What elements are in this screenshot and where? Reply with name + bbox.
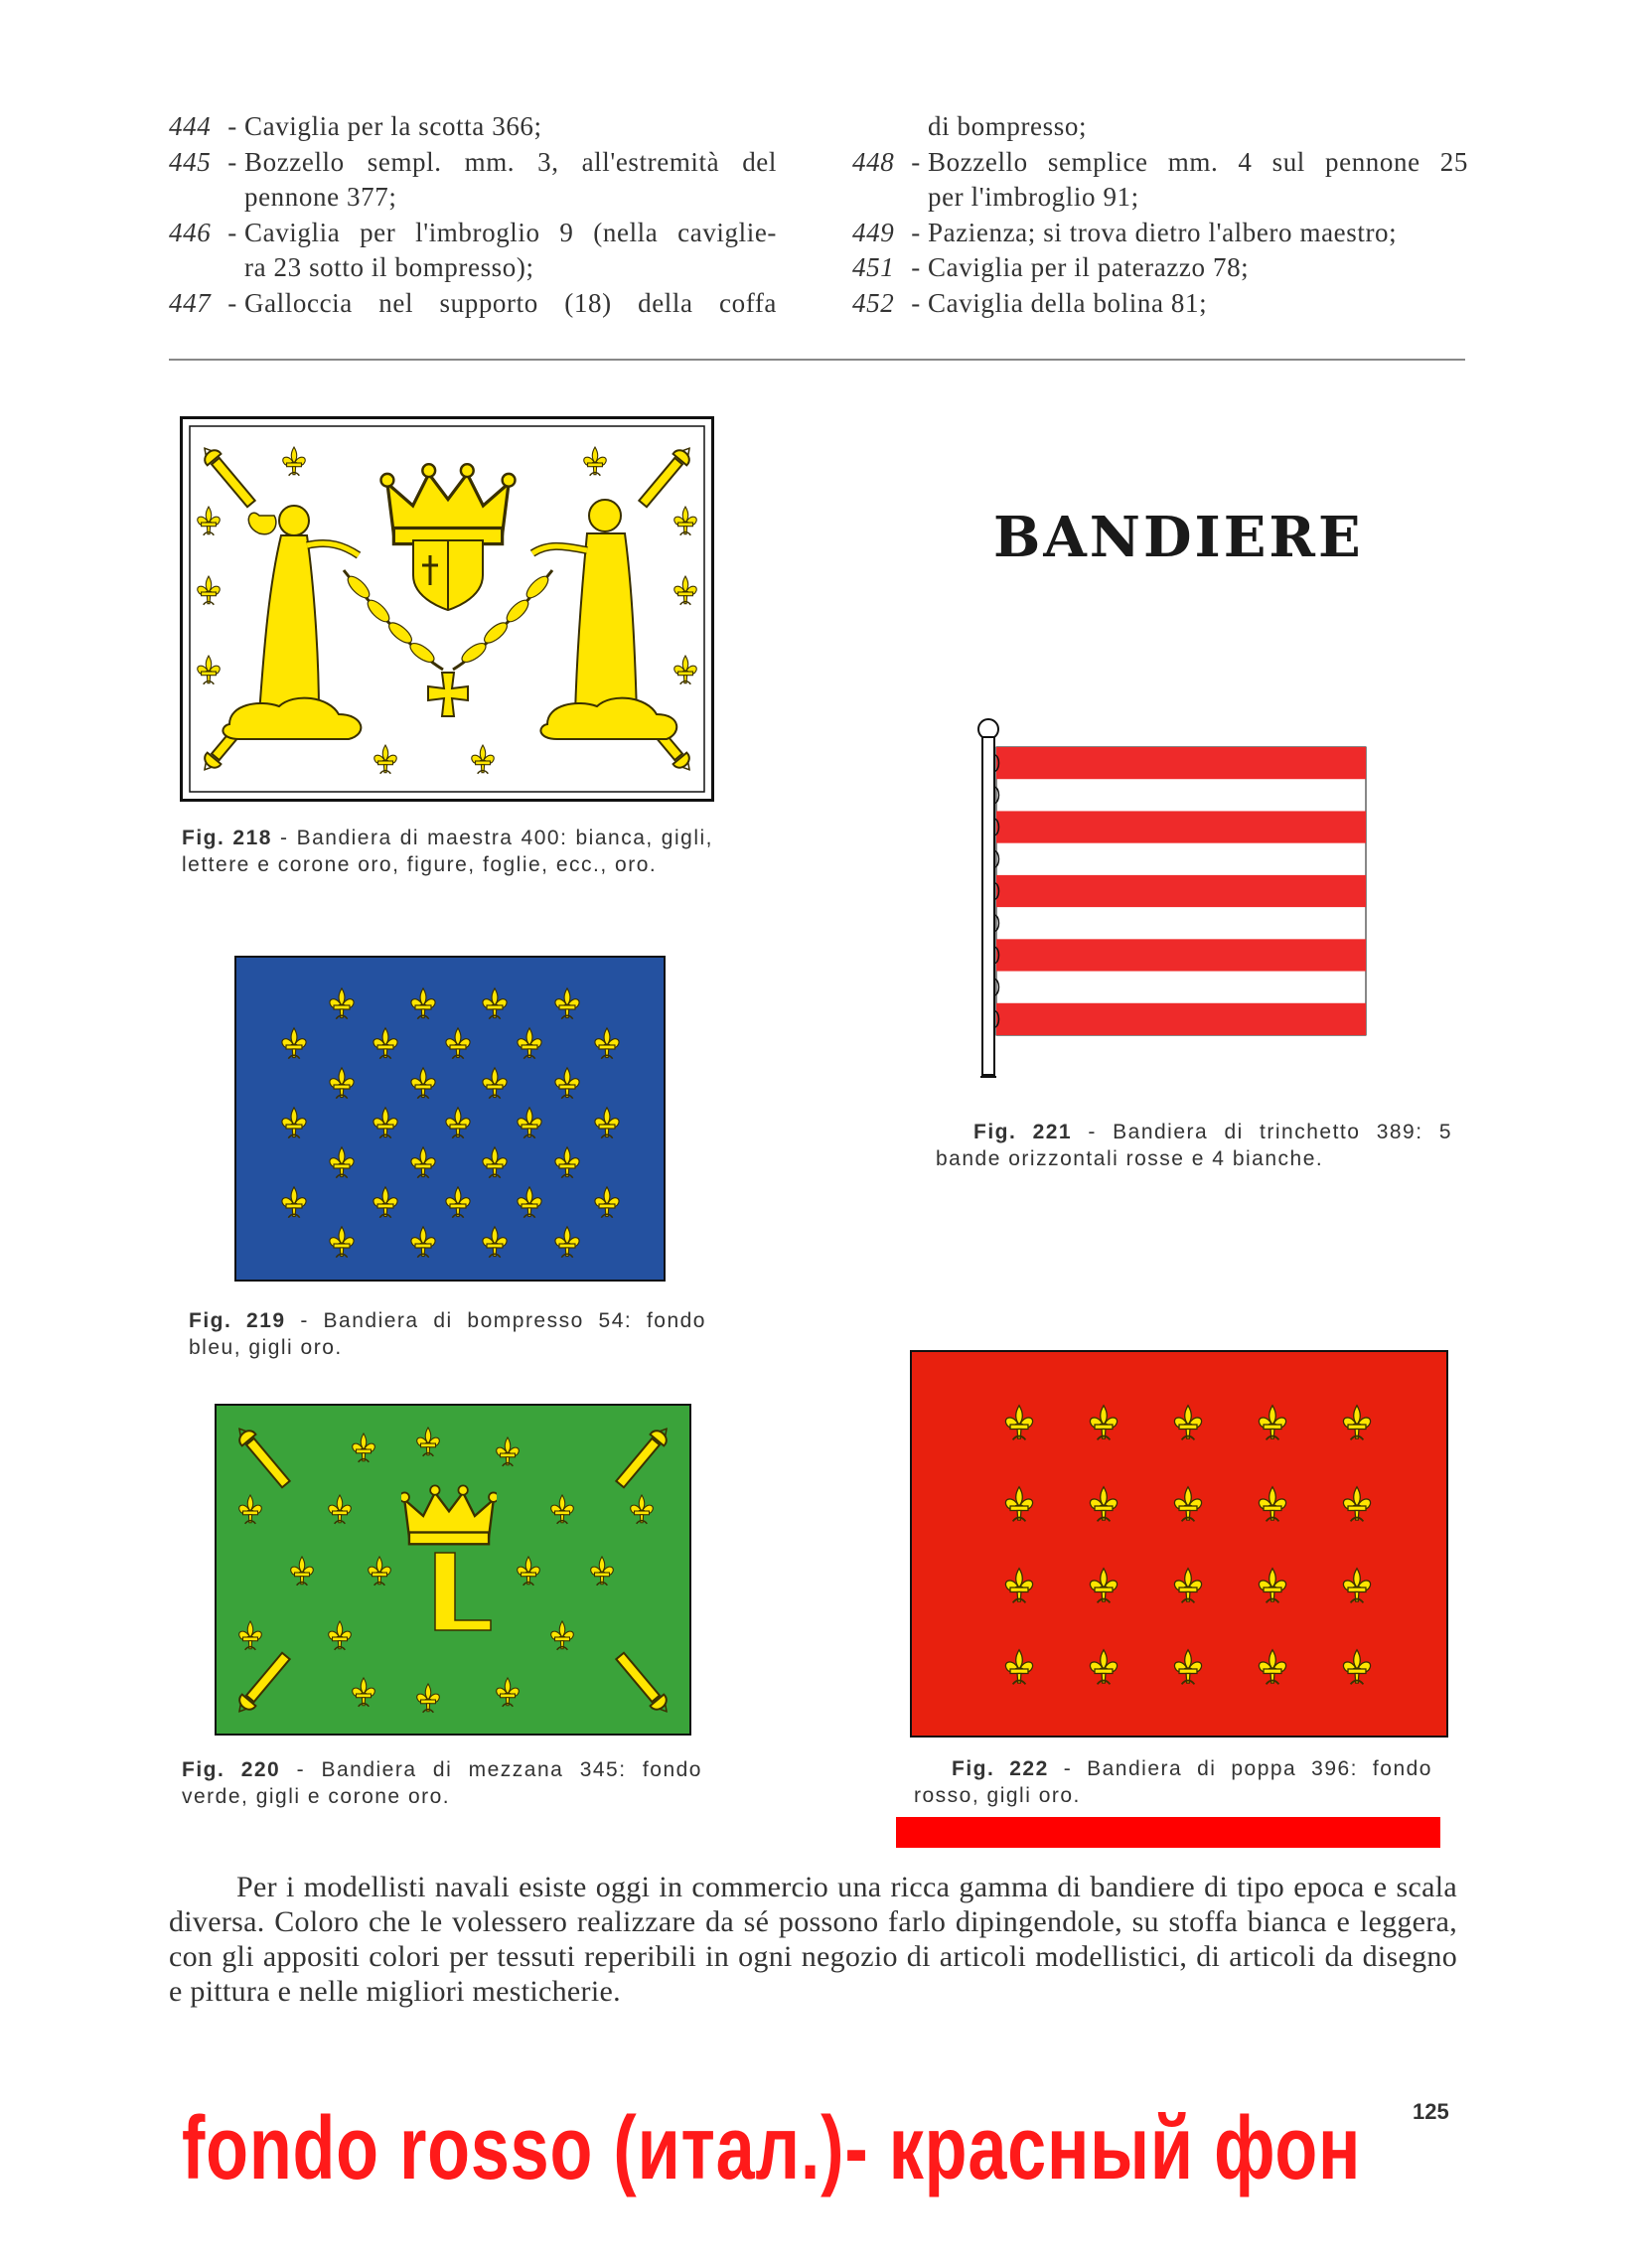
legend-item: 451 - Caviglia per il paterazzo 78; bbox=[852, 250, 1468, 286]
caption-fig-220: Fig. 220 - Bandiera di mezzana 345: fondo verde, gigli e corone oro. bbox=[182, 1758, 702, 1808]
legend-number: 444 bbox=[169, 111, 212, 141]
figure-label: Fig. 222 bbox=[952, 1757, 1049, 1780]
red-highlight-bar bbox=[896, 1817, 1440, 1848]
translation-annotation: fondo rosso (итал.)- красный фон bbox=[182, 2099, 1362, 2198]
page-number: 125 bbox=[1413, 2099, 1449, 2124]
figure-label: Fig. 221 bbox=[973, 1121, 1073, 1143]
flag-221 bbox=[970, 717, 1388, 1085]
figure-label: Fig. 219 bbox=[189, 1309, 286, 1332]
red-stripe bbox=[996, 939, 1366, 971]
section-title: BANDIERE bbox=[993, 505, 1364, 570]
legend-right-column bbox=[852, 109, 1468, 321]
section-divider bbox=[169, 359, 1465, 361]
legend-text: Caviglia della bolina 81; bbox=[928, 287, 1208, 318]
figure-label: Fig. 220 bbox=[182, 1758, 281, 1781]
caption-text: Bandiera di bompresso 54: fondo bleu, gigli oro. bbox=[189, 1309, 706, 1359]
caption-text: Bandiera di trinchetto 389: 5 bande orizzontali rosse e 4 bianche. bbox=[936, 1121, 1452, 1170]
red-stripe bbox=[996, 1003, 1366, 1035]
legend-text: Caviglia per l'imbroglio 9 (nella caviglie- bbox=[244, 217, 777, 247]
caption-fig-222: Fig. 222 - Bandiera di poppa 396: fondo rosso, gigli oro. bbox=[914, 1757, 1432, 1807]
legend-item: 447 - Galloccia nel supporto (18) della coffa bbox=[169, 286, 777, 322]
legend-text-continuation: per l'imbroglio 91; bbox=[928, 182, 1139, 212]
legend-text-continuation: ra 23 sotto il bompresso); bbox=[244, 252, 534, 282]
legend-text-continuation: di bompresso; bbox=[928, 111, 1088, 141]
legend-number: 452 bbox=[852, 287, 895, 318]
legend-number: 445 bbox=[169, 146, 212, 177]
legend-text: Pazienza; si trova dietro l'albero maestro; bbox=[928, 217, 1398, 247]
caption-fig-221: Fig. 221 - Bandiera di trinchetto 389: 5 bande orizzontali rosse e 4 bianche. bbox=[936, 1121, 1452, 1170]
legend-text: Bozzello semplice mm. 4 sul pennone 25 bbox=[928, 146, 1468, 177]
figure-label: Fig. 218 bbox=[182, 827, 272, 849]
red-stripe bbox=[996, 875, 1366, 907]
flag-219 bbox=[234, 956, 666, 1282]
red-stripe bbox=[996, 811, 1366, 842]
legend-number: 449 bbox=[852, 217, 895, 247]
red-stripe bbox=[996, 747, 1366, 779]
legend-number: 451 bbox=[852, 252, 895, 282]
flag-222 bbox=[910, 1350, 1448, 1738]
legend-text: Caviglia per la scotta 366; bbox=[244, 111, 542, 141]
legend-item: 445 - Bozzello sempl. mm. 3, all'estremità del bbox=[169, 145, 777, 181]
legend-left-column bbox=[169, 109, 777, 321]
paragraph-text: Per i modellisti navali esiste oggi in commercio una ricca gamma di bandiere di tipo epoca e scala diversa. Coloro che le volessero realizzare da sé possono farlo dipingendole, su stoffa bianca e leggera, con gli appositi colori per tessuti reperibili in ogni negozio di articoli modellistici, di articoli da disegno e pittura e nelle migliori mesticherie. bbox=[169, 1871, 1457, 2008]
caption-fig-219: Fig. 219 - Bandiera di bompresso 54: fondo bleu, gigli oro. bbox=[189, 1309, 706, 1359]
caption-text: Bandiera di maestra 400: bianca, gigli, lettere e corone oro, figure, foglie, ecc., oro. bbox=[182, 827, 713, 876]
legend-text-continuation: pennone 377; bbox=[244, 182, 397, 212]
legend-item: 444 - Caviglia per la scotta 366; bbox=[169, 109, 777, 145]
legend-item: 449 - Pazienza; si trova dietro l'albero maestro; bbox=[852, 216, 1468, 251]
caption-text: Bandiera di poppa 396: fondo rosso, gigli oro. bbox=[914, 1757, 1432, 1807]
legend-text: Galloccia nel supporto (18) della coffa bbox=[244, 287, 777, 318]
legend-number: 448 bbox=[852, 146, 895, 177]
legend-item: 448 - Bozzello semplice mm. 4 sul pennone 25 bbox=[852, 145, 1468, 181]
flag-220 bbox=[215, 1404, 691, 1736]
flagpole-icon bbox=[978, 719, 998, 1077]
caption-fig-218: Fig. 218 - Bandiera di maestra 400: bianca, gigli, lettere e corone oro, figure, foglie, ecc., oro. bbox=[182, 827, 713, 876]
legend-number: 446 bbox=[169, 217, 212, 247]
legend-number: 447 bbox=[169, 287, 212, 318]
legend-text: Bozzello sempl. mm. 3, all'estremità del bbox=[244, 146, 777, 177]
caption-text: Bandiera di mezzana 345: fondo verde, gigli e corone oro. bbox=[182, 1758, 702, 1808]
legend-item: 446 - Caviglia per l'imbroglio 9 (nella caviglie- bbox=[169, 216, 777, 251]
legend-text: Caviglia per il paterazzo 78; bbox=[928, 252, 1250, 282]
flag-218 bbox=[180, 416, 714, 802]
body-paragraph bbox=[169, 1870, 1457, 2009]
legend-item: 452 - Caviglia della bolina 81; bbox=[852, 286, 1468, 322]
